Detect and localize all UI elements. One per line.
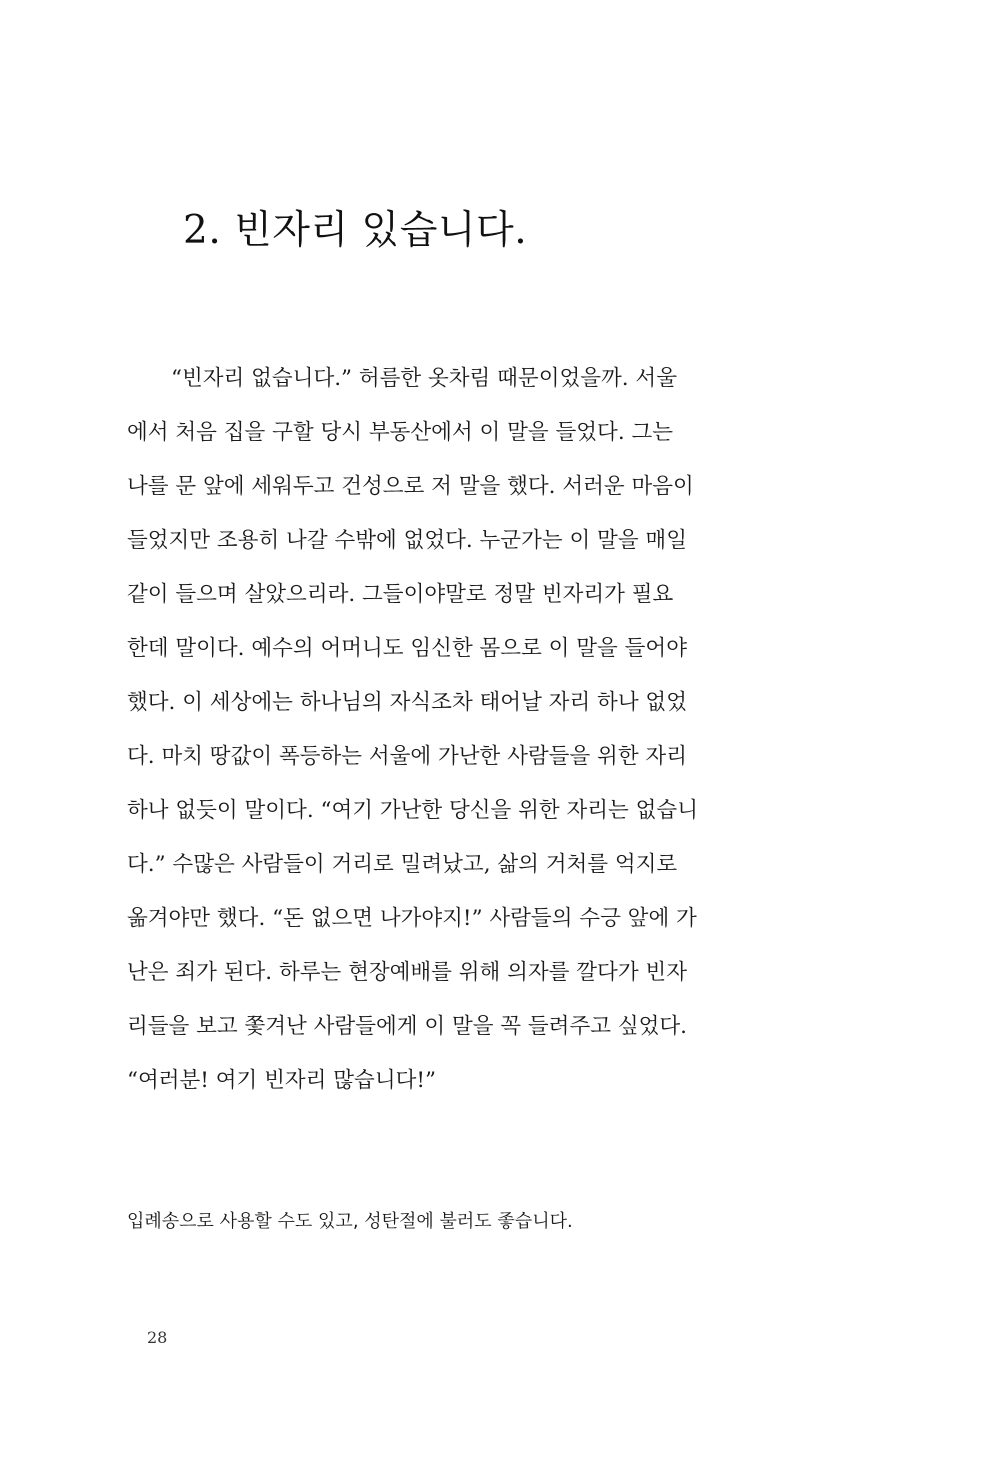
body-line: “여러분! 여기 빈자리 많습니다!”	[127, 1068, 436, 1093]
body-line: 옮겨야만 했다. “돈 없으면 나가야지!” 사람들의 수긍 앞에 가	[127, 906, 697, 931]
body-line: 에서 처음 집을 구할 당시 부동산에서 이 말을 들었다. 그는	[127, 420, 674, 445]
body-line: 하나 없듯이 말이다. “여기 가난한 당신을 위한 자리는 없습니	[127, 798, 698, 823]
body-line: 다.” 수많은 사람들이 거리로 밀려났고, 삶의 거처를 억지로	[127, 852, 678, 877]
body-line: 난은 죄가 된다. 하루는 현장예배를 위해 의자를 깔다가 빈자	[127, 960, 687, 985]
usage-note: 입례송으로 사용할 수도 있고, 성탄절에 불러도 좋습니다.	[127, 1211, 573, 1232]
page-number: 28	[147, 1328, 168, 1347]
body-line: 했다. 이 세상에는 하나님의 자식조차 태어날 자리 하나 없었	[127, 690, 687, 715]
body-line: 한데 말이다. 예수의 어머니도 임신한 몸으로 이 말을 들어야	[127, 636, 687, 661]
body-line: 들었지만 조용히 나갈 수밖에 없었다. 누군가는 이 말을 매일	[127, 528, 687, 553]
body-line: 같이 들으며 살았으리라. 그들이야말로 정말 빈자리가 필요	[127, 582, 674, 607]
body-line: 다. 마치 땅값이 폭등하는 서울에 가난한 사람들을 위한 자리	[127, 744, 687, 769]
body-line: 리들을 보고 쫓겨난 사람들에게 이 말을 꼭 들려주고 싶었다.	[127, 1014, 687, 1039]
chapter-title: 2. 빈자리 있습니다.	[183, 208, 528, 253]
body-paragraph	[127, 352, 727, 1108]
body-line: 나를 문 앞에 세워두고 건성으로 저 말을 했다. 서러운 마음이	[127, 474, 694, 499]
body-line: “빈자리 없습니다.” 허름한 옷차림 때문이었을까. 서울	[171, 366, 677, 391]
